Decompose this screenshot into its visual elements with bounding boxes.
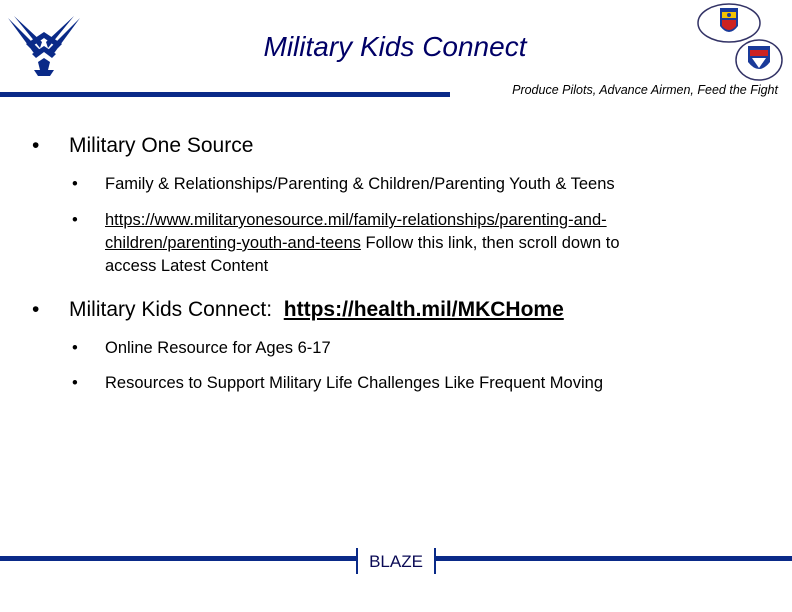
bullet-icon: • xyxy=(72,175,78,193)
mkc-home-link[interactable]: https://health.mil/MKCHome xyxy=(283,298,564,321)
motto: Produce Pilots, Advance Airmen, Feed the Fight xyxy=(512,83,778,97)
bullet-icon: • xyxy=(32,298,40,321)
footer-label: BLAZE xyxy=(356,548,436,574)
sub-bullet-text: Family & Relationships/Parenting & Children/Parenting Youth & Teens xyxy=(105,175,615,193)
wing-shield-icon xyxy=(734,38,784,82)
link-instruction: Follow this link, then scroll down to xyxy=(360,234,620,252)
bullet-label: Military Kids Connect: xyxy=(69,298,284,321)
military-one-source-link-line2[interactable]: children/parenting-youth-and-teens xyxy=(105,234,361,252)
sub-bullet-text xyxy=(105,209,745,278)
header-rule xyxy=(0,92,450,97)
bullet-icon: • xyxy=(72,374,78,392)
bullet-icon: • xyxy=(72,211,78,229)
bullet-text xyxy=(69,297,564,323)
slide-title: Military Kids Connect xyxy=(263,31,527,62)
air-force-logo-icon xyxy=(4,4,84,84)
link-instruction-cont: access Latest Content xyxy=(105,257,269,275)
bullet-text: Military One Source xyxy=(69,134,254,157)
military-one-source-link-line1[interactable]: https://www.militaryonesource.mil/family-relationships/parenting-and- xyxy=(105,211,607,229)
bullet-icon: • xyxy=(72,339,78,357)
sub-bullet-text: Resources to Support Military Life Challenges Like Frequent Moving xyxy=(105,374,603,392)
sub-bullet-text: Online Resource for Ages 6-17 xyxy=(105,339,331,357)
bullet-icon: • xyxy=(32,134,40,157)
